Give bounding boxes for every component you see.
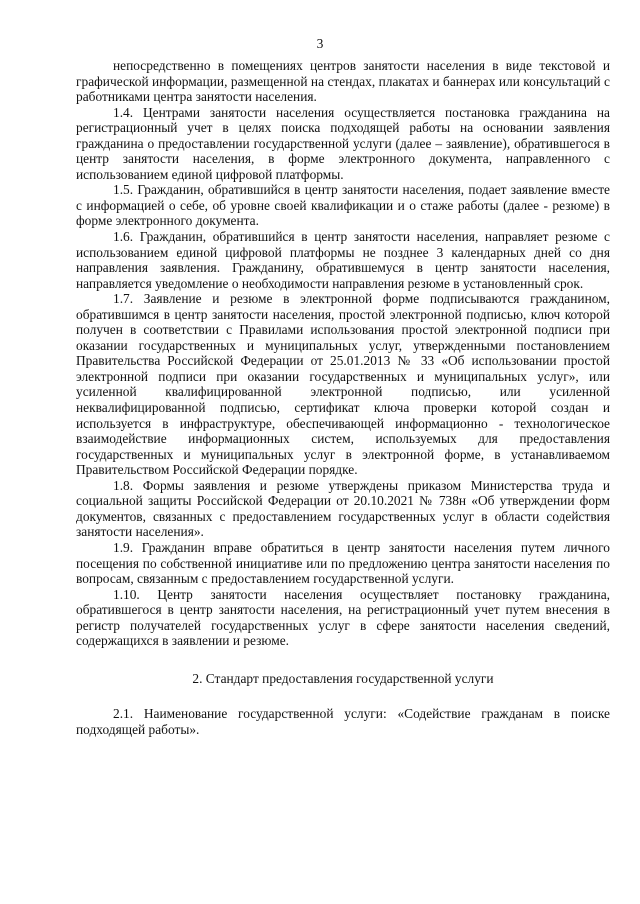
paragraph-1-8: 1.8. Формы заявления и резюме утверждены приказом Министерства труда и социальной защиты Российской Федерации от 20.10.2021 № 738н «Об утверждении форм документов, связанных с предоставлением государственных услуг в области содействия занятости населения». [76,477,610,540]
document-body [76,58,610,737]
paragraph-1-4: 1.4. Центрами занятости населения осуществляется постановка гражданина на регистрационный учет в целях поиска подходящей работы на основании заявления гражданина о предоставлении государственной услуги (далее – заявление), обратившегося в центр занятости населения, в форме электронного документа, направленного с использованием единой цифровой платформы. [76,104,610,182]
paragraph-1-5: 1.5. Гражданин, обратившийся в центр занятости населения, подает заявление вместе с информацией о себе, об уровне своей квалификации и о стаже работы (далее - резюме) в форме электронного документа. [76,182,610,229]
paragraph-1-10: 1.10. Центр занятости населения осуществляет постановку гражданина, обратившегося в центр занятости населения, на регистрационный учет путем внесения в регистр получателей государственных услуг в сфере занятости населения сведений, содержащихся в заявлении и резюме. [76,586,610,649]
paragraph-1-6: 1.6. Гражданин, обратившийся в центр занятости населения, направляет резюме с использованием единой цифровой платформы не позднее 3 календарных дней со дня направления заявления. Гражданину, обратившемуся в центр занятости населения, направляется уведомление о необходимости направления резюме в установленный срок. [76,229,610,291]
paragraph-1-7: 1.7. Заявление и резюме в электронной форме подписываются гражданином, обратившимся в центр занятости населения, простой электронной подписью, ключ которой получен в соответствии с Правилами использования простой электронной подписи при оказании государственных и муниципальных услуг, утвержденными постановлением Правительства Российской Федерации от 25.01.2013 № 33 «Об использовании простой электронной подписи при оказании государственных и муниципальных услуг», или усиленной квалифицированной электронной подписью, или усиленной неквалифицированной подписью, сертификат ключа проверки которой создан и используется в инфраструктуре, обеспечивающей информационно - технологическое взаимодействие информационных систем, используемых для предоставления государственных и муниципальных услуг в электронной форме, в устанавливаемом Правительством Российской Федерации порядке. [76,291,610,478]
paragraph-continuation: непосредственно в помещениях центров занятости населения в виде текстовой и графической информации, размещенной на стендах, плакатах и баннерах или консультаций с работниками центра занятости населения. [76,58,610,105]
paragraph-2-1: 2.1. Наименование государственной услуги: «Содействие гражданам в поиске подходящей работы». [76,706,610,737]
section-title: 2. Стандарт предоставления государственной услуги [192,670,494,686]
paragraph-1-9: 1.9. Гражданин вправе обратиться в центр занятости населения путем личного посещения по собственной инициативе или по предложению центра занятости населения по вопросам, связанным с предоставлением государственной услуги. [76,539,610,587]
page-number: 3 [316,36,324,51]
